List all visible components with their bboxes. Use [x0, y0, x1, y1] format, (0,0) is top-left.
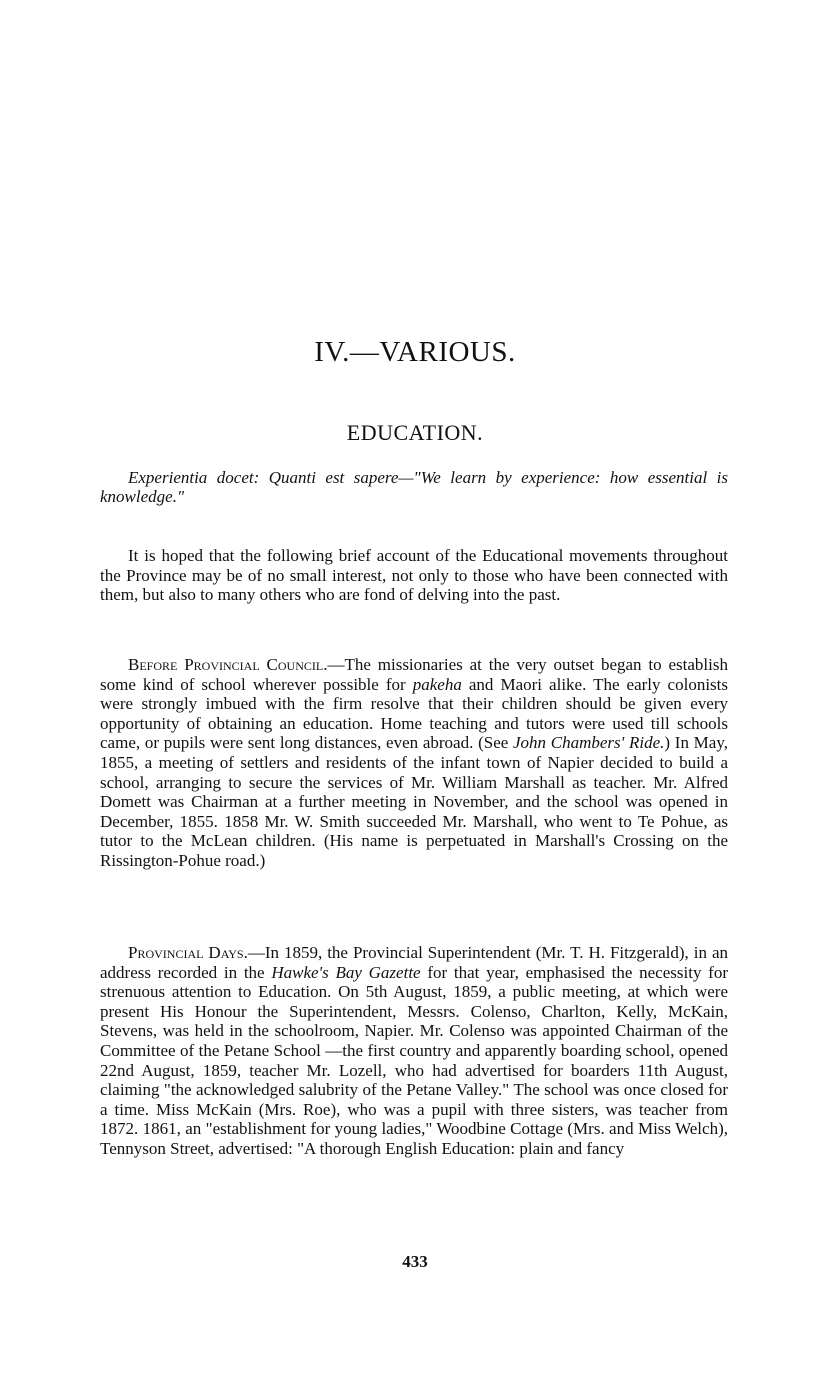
emphasis-text: Hawke's Bay Gazette: [271, 962, 421, 982]
paragraph-provincial-days: [100, 943, 728, 1159]
paragraph-text: and Maori alike. The early colonists were strongly imbued with the firm resolve that their children should be given every opportunity of obtaining an education. Home teaching and tutors were used till schools came, or pupils were sent long distances, even abroad. (See: [100, 674, 729, 753]
paragraph-intro: It is hoped that the following brief account of the Educational movements throughout the Province may be of no small interest, not only to those who have been connected with them, but also to many others who are fond of delving into the past.: [100, 546, 728, 605]
paragraph-text: ) In May, 1855, a meeting of settlers and residents of the infant town of Napier decided to build a school, arranging to secure the services of Mr. William Marshall as teacher. Mr. Alfred Domett was Chairman at a further meeting in November, and the school was opened in December, 1855. 1858 Mr. W. Smith succeeded Mr. Marshall, who went to Te Pohue, as tutor to the McLean children. (His name is perpetuated in Marshall's Crossing on the Rissington-Pohue road.): [100, 733, 728, 870]
emphasis-text: pakeha: [412, 674, 462, 694]
paragraph-text: —The missionaries at the very outset began to establish some kind of school wherever possible for: [100, 655, 728, 694]
page-number: 433: [402, 1252, 428, 1271]
paragraph-heading: Provincial Days.: [128, 943, 248, 962]
paragraph-text: for that year, emphasised the necessity for strenuous attention to Education. On 5th August, 1859, a public meeting, at which were present His Honour the Superintendent, Messrs. Colenso, Charlton, Kelly, McKain, Stevens, was held in the schoolroom, Napier. Mr. Colenso was appointed Chairman of the Committee of the Petane School —the first country and apparently boarding school, opened 22nd August, 1859, teacher Mr. Lozell, who had advertised for boarders 11th August, claiming "the acknowledged salubrity of the Petane Valley." The school was once closed for a time. Miss McKain (Mrs. Roe), who was a pupil with three sisters, was teacher from 1872. 1861, an "establishment for young ladies," Woodbine Cottage (Mrs. and Miss Welch), Tennyson Street, advertised: "A thorough English Education: plain and fancy: [100, 962, 728, 1158]
emphasis-text: John Chambers' Ride.: [513, 733, 665, 753]
paragraph-heading: Before Provincial Council.: [128, 655, 328, 674]
sub-heading: EDUCATION.: [346, 420, 484, 445]
paragraph-before-provincial-council: [100, 655, 728, 871]
section-heading: IV.—VARIOUS.: [314, 336, 516, 368]
book-page: [100, 0, 730, 1400]
paragraph-text: —In 1859, the Provincial Superintendent (Mr. T. H. Fitzgerald), in an address recorded in the: [100, 943, 728, 982]
epigraph: Experientia docet: Quanti est sapere—"We learn by experience: how essential is knowledge.": [100, 468, 728, 506]
